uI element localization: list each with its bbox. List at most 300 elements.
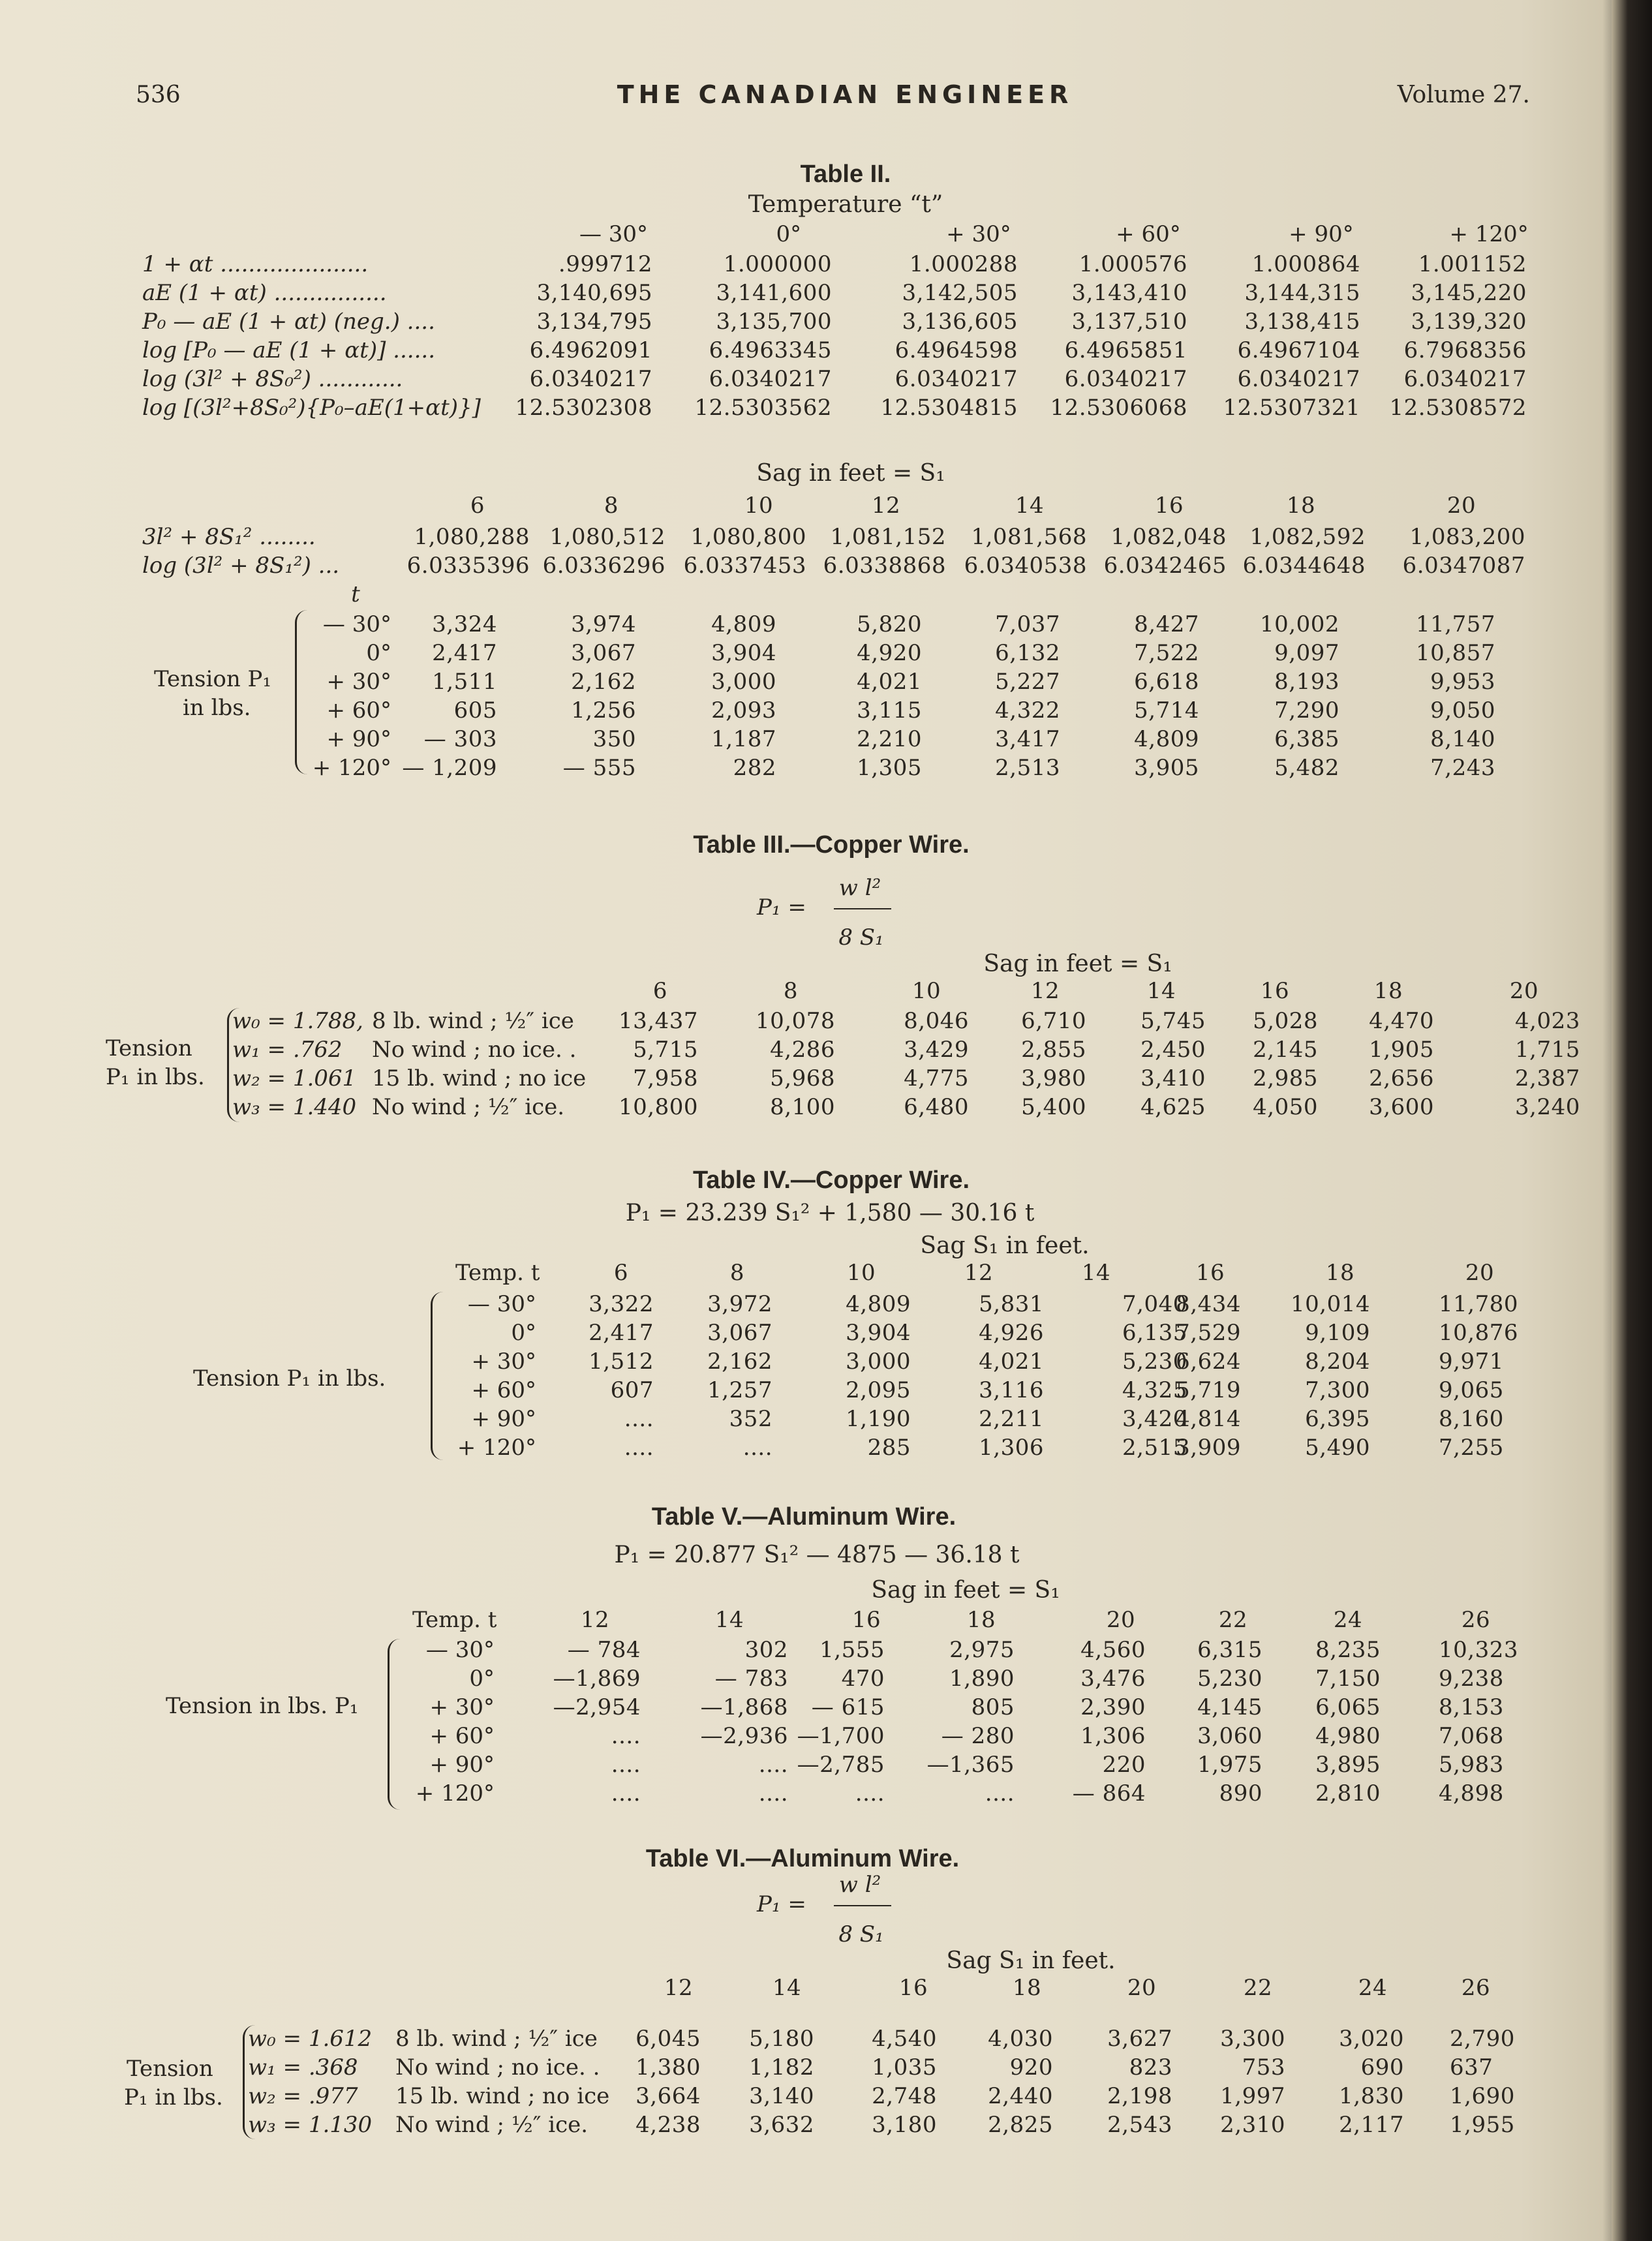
table6-cell: 2,790 <box>1450 2026 1515 2052</box>
table2-tension-cell: — 1,209 <box>402 755 497 781</box>
table2-cell: 1.000864 <box>1251 251 1360 277</box>
table3-cell: 3,980 <box>1021 1065 1086 1091</box>
table3-cell: 5,745 <box>1140 1008 1206 1034</box>
table4-cell: 8,160 <box>1439 1406 1504 1432</box>
table5-cell: 8,235 <box>1315 1637 1381 1663</box>
table2-tension-cell: 2,513 <box>995 755 1060 781</box>
table6-cell: 823 <box>1129 2054 1172 2081</box>
table2-tension-cell: 4,809 <box>1134 726 1199 752</box>
table4-title: Table IV.—Copper Wire. <box>692 1166 970 1194</box>
table2-tension-temp: + 120° <box>312 755 391 781</box>
table3-cell: 7,958 <box>633 1065 698 1091</box>
table2-cell: 3,138,415 <box>1244 309 1360 335</box>
table6-condition: No wind ; no ice. . <box>395 2054 600 2081</box>
table5-cell: 470 <box>841 1666 885 1692</box>
page-gutter-shadow <box>1612 0 1652 2241</box>
table4-cell: 3,972 <box>707 1291 772 1317</box>
table4-sag-header: 20 <box>1465 1260 1495 1286</box>
table3-formula-denominator: 8 S₁ <box>838 924 884 951</box>
table2-tension-cell: 282 <box>733 755 776 781</box>
table2-cell: 12.5304815 <box>880 395 1018 421</box>
table4-cell: 7,040 <box>1122 1291 1187 1317</box>
table6-tension-label-units: P₁ in lbs. <box>124 2084 223 2111</box>
table5-temp: — 30° <box>425 1637 495 1663</box>
table3-cell: 2,855 <box>1021 1037 1086 1063</box>
table4-cell: 1,190 <box>846 1406 911 1432</box>
table2-tension-cell: 7,522 <box>1134 640 1199 666</box>
table2-tension-cell: 7,243 <box>1430 755 1495 781</box>
table5-cell: .... <box>611 1780 641 1807</box>
table4-sag-header: 8 <box>729 1260 745 1286</box>
table4-cell: 11,780 <box>1439 1291 1518 1317</box>
table2-brace <box>295 610 307 774</box>
table3-cell: 3,240 <box>1515 1094 1580 1120</box>
table2-sag-cell: 6.0342465 <box>1103 553 1227 579</box>
table4-cell: 4,809 <box>846 1291 911 1317</box>
table2-temp-header: 0° <box>776 221 802 247</box>
table5-cell: —1,869 <box>553 1666 641 1692</box>
table2-temp-header: + 30° <box>946 221 1011 247</box>
table2-sag-cell: 6.0338868 <box>823 553 946 579</box>
table2-tension-cell: 3,905 <box>1134 755 1199 781</box>
table2-tension-cell: 2,210 <box>857 726 922 752</box>
table6-cell: 6,045 <box>635 2026 701 2052</box>
table2-sag-cell: 6.0335396 <box>406 553 530 579</box>
table2-sag-cell: 6.0347087 <box>1402 553 1525 579</box>
table2-cell: 3,136,605 <box>902 309 1018 335</box>
table4-cell: 5,490 <box>1305 1435 1370 1461</box>
table4-cell: 3,067 <box>707 1320 772 1346</box>
table2-tension-cell: 9,097 <box>1274 640 1339 666</box>
table2-tension-cell: 4,809 <box>711 611 776 637</box>
table6-cell: 1,182 <box>749 2054 814 2081</box>
table5-cell: 805 <box>971 1694 1015 1720</box>
table2-tension-cell: — 303 <box>423 726 497 752</box>
table4-cell: 5,719 <box>1176 1377 1241 1403</box>
table2-tension-temp: + 90° <box>326 726 391 752</box>
table2-tension-cell: 9,953 <box>1430 669 1495 695</box>
table4-cell: 7,300 <box>1305 1377 1370 1403</box>
table4-cell: .... <box>624 1406 654 1432</box>
table6-sag-caption: Sag S₁ in feet. <box>946 1947 1116 1974</box>
table6-cell: 3,140 <box>749 2083 814 2109</box>
table5-temp: + 30° <box>429 1694 495 1720</box>
table3-condition: 15 lb. wind ; no ice <box>372 1065 587 1091</box>
table6-sag-header: 20 <box>1127 1975 1157 2001</box>
table2-tension-cell: 1,305 <box>857 755 922 781</box>
table4-temp: + 120° <box>457 1435 536 1461</box>
table4-cell: 9,971 <box>1439 1349 1504 1375</box>
table6-sag-header: 12 <box>664 1975 694 2001</box>
table2-tension-cell: 6,385 <box>1274 726 1339 752</box>
table5-sag-caption: Sag in feet = S₁ <box>871 1577 1060 1604</box>
table6-cell: 1,690 <box>1450 2083 1515 2109</box>
table2-tension-temp: — 30° <box>322 611 391 637</box>
table2-row-label: P₀ — aE (1 + αt) (neg.) .... <box>142 309 435 335</box>
table2-cell: 3,139,320 <box>1411 309 1527 335</box>
table2-sag-header: 18 <box>1286 493 1316 519</box>
table6-cell: 2,748 <box>872 2083 937 2109</box>
table3-weight: w₀ = 1.788, <box>232 1008 363 1034</box>
table6-weight: w₂ = .977 <box>248 2083 358 2109</box>
table5-cell: —2,936 <box>700 1723 788 1749</box>
table3-sag-header: 12 <box>1030 978 1060 1004</box>
table2-temp-header: + 60° <box>1116 221 1181 247</box>
table5-cell: — 280 <box>941 1723 1015 1749</box>
table2-sag-caption: Sag in feet = S₁ <box>756 460 945 487</box>
table2-tension-cell: 9,050 <box>1430 697 1495 724</box>
table4-cell: 3,904 <box>846 1320 911 1346</box>
table3-tension-label: Tension <box>106 1035 192 1061</box>
table5-temp: + 120° <box>415 1780 495 1807</box>
table2-tension-cell: 8,193 <box>1274 669 1339 695</box>
table5-cell: 3,060 <box>1197 1723 1262 1749</box>
table2-row-label: log [P₀ — aE (1 + αt)] ...... <box>142 337 436 363</box>
table3-cell: 5,400 <box>1021 1094 1086 1120</box>
table2-sag-header: 10 <box>744 493 774 519</box>
table2-cell: 1.000576 <box>1078 251 1187 277</box>
table2-cell: 3,143,410 <box>1071 280 1187 306</box>
table6-sag-header: 16 <box>898 1975 928 2001</box>
table6-cell: 3,020 <box>1339 2026 1404 2052</box>
table3-cell: 4,023 <box>1515 1008 1580 1034</box>
table2-cell: 6.4967104 <box>1237 337 1360 363</box>
table4-cell: 9,109 <box>1305 1320 1370 1346</box>
table4-cell: 4,926 <box>979 1320 1044 1346</box>
table5-cell: 5,983 <box>1439 1752 1504 1778</box>
table5-cell: 1,306 <box>1080 1723 1146 1749</box>
table2-tension-cell: 6,132 <box>995 640 1060 666</box>
table5-cell: 3,476 <box>1080 1666 1146 1692</box>
table4-sag-caption: Sag S₁ in feet. <box>920 1232 1090 1259</box>
table6-weight: w₃ = 1.130 <box>248 2112 373 2138</box>
table2-sag-cell: 1,080,512 <box>549 524 665 550</box>
table2-cell: 6.0340217 <box>1064 366 1187 392</box>
table4-cell: 8,434 <box>1176 1291 1241 1317</box>
table2-tension-cell: 1,187 <box>711 726 776 752</box>
table4-cell: 3,000 <box>846 1349 911 1375</box>
table5-sag-header: 16 <box>851 1607 881 1633</box>
table5-temp-label: Temp. t <box>412 1607 497 1633</box>
table5-cell: —2,785 <box>797 1752 885 1778</box>
table4-cell: 2,095 <box>846 1377 911 1403</box>
table5-temp: + 90° <box>429 1752 495 1778</box>
table5-cell: .... <box>611 1752 641 1778</box>
table5-cell: 6,065 <box>1315 1694 1381 1720</box>
table6-title: Table VI.—Aluminum Wire. <box>645 1845 960 1872</box>
table4-sag-header: 18 <box>1325 1260 1355 1286</box>
table5-cell: 8,153 <box>1439 1694 1504 1720</box>
table2-cell: 6.0340217 <box>529 366 652 392</box>
table3-weight: w₂ = 1.061 <box>232 1065 357 1091</box>
table6-tension-label: Tension <box>127 2056 213 2082</box>
table4-cell: 1,512 <box>589 1349 654 1375</box>
table4-cell: 2,417 <box>589 1320 654 1346</box>
table2-t-label: t <box>351 581 360 607</box>
table4-cell: 3,322 <box>589 1291 654 1317</box>
table6-sag-header: 14 <box>772 1975 802 2001</box>
table4-sag-header: 6 <box>613 1260 629 1286</box>
table5-cell: 1,890 <box>949 1666 1015 1692</box>
table4-cell: 6,135 <box>1122 1320 1187 1346</box>
table5-cell: —2,954 <box>553 1694 641 1720</box>
table2-sag-cell: 6.0337453 <box>683 553 806 579</box>
table2-tension-cell: 6,618 <box>1134 669 1199 695</box>
table5-cell: 6,315 <box>1197 1637 1262 1663</box>
table4-temp: + 30° <box>471 1349 536 1375</box>
table2-cell: 3,135,700 <box>716 309 832 335</box>
table2-cell: 12.5306068 <box>1050 395 1187 421</box>
table5-sag-header: 12 <box>580 1607 610 1633</box>
table5-brace <box>388 1639 400 1810</box>
table4-cell: 9,065 <box>1439 1377 1504 1403</box>
table6-formula-denominator: 8 S₁ <box>838 1921 884 1947</box>
table2-cell: 3,134,795 <box>536 309 652 335</box>
table4-temp: 0° <box>511 1320 536 1346</box>
table2-sag-header: 8 <box>604 493 619 519</box>
table4-cell: 352 <box>729 1406 772 1432</box>
page-number: 536 <box>136 82 181 108</box>
table3-cell: 4,775 <box>904 1065 969 1091</box>
table2-cell: 12.5308572 <box>1389 395 1527 421</box>
table6-weight: w₀ = 1.612 <box>248 2026 373 2052</box>
table3-cell: 3,410 <box>1140 1065 1206 1091</box>
table4-cell: .... <box>742 1435 772 1461</box>
table6-sag-header: 18 <box>1012 1975 1042 2001</box>
table6-sag-header: 24 <box>1358 1975 1388 2001</box>
table3-cell: 3,429 <box>904 1037 969 1063</box>
table4-formula: P₁ = 23.239 S₁² + 1,580 — 30.16 t <box>625 1200 1035 1227</box>
table2-sag-cell: 6.0344648 <box>1242 553 1366 579</box>
table4-cell: .... <box>624 1435 654 1461</box>
table3-cell: 1,715 <box>1515 1037 1580 1063</box>
table3-tension-label-units: P₁ in lbs. <box>106 1064 205 1090</box>
table3-sag-header: 6 <box>652 978 668 1004</box>
table2-tension-cell: 2,417 <box>432 640 497 666</box>
table3-formula-numerator: w l² <box>838 875 881 901</box>
table2-tension-cell: 5,227 <box>995 669 1060 695</box>
table5-title: Table V.—Aluminum Wire. <box>651 1503 956 1531</box>
table2-temp-header: + 120° <box>1449 221 1529 247</box>
table4-cell: 5,831 <box>979 1291 1044 1317</box>
table3-cell: 6,710 <box>1021 1008 1086 1034</box>
table5-cell: 220 <box>1102 1752 1146 1778</box>
table4-cell: 1,306 <box>979 1435 1044 1461</box>
table5-tension-label: Tension in lbs. P₁ <box>166 1693 359 1719</box>
table2-cell: 3,137,510 <box>1071 309 1187 335</box>
table3-sag-header: 10 <box>911 978 941 1004</box>
table2-subtitle: Temperature “t” <box>748 191 943 218</box>
table4-tension-label: Tension P₁ in lbs. <box>193 1365 386 1392</box>
table3-cell: 13,437 <box>619 1008 698 1034</box>
table2-title: Table II. <box>800 160 891 188</box>
table2-tension-label-units: in lbs. <box>183 695 251 721</box>
table5-cell: 2,975 <box>949 1637 1015 1663</box>
table2-cell: 6.0340217 <box>895 366 1018 392</box>
table6-cell: 4,238 <box>635 2112 701 2138</box>
table3-cell: 1,905 <box>1369 1037 1434 1063</box>
table6-cell: 2,117 <box>1339 2112 1404 2138</box>
table5-cell: —1,365 <box>926 1752 1015 1778</box>
table2-tension-cell: 1,511 <box>432 669 497 695</box>
table4-cell: 2,162 <box>707 1349 772 1375</box>
table2-tension-cell: 2,162 <box>571 669 636 695</box>
table2-cell: .999712 <box>558 251 652 277</box>
table4-cell: 3,420 <box>1122 1406 1187 1432</box>
table3-condition: No wind ; no ice. . <box>372 1037 577 1063</box>
table5-cell: —1,700 <box>797 1723 885 1749</box>
table5-sag-header: 26 <box>1461 1607 1491 1633</box>
table5-cell: .... <box>611 1723 641 1749</box>
table3-cell: 2,387 <box>1515 1065 1580 1091</box>
table2-sag-header: 12 <box>871 493 901 519</box>
table4-temp: + 60° <box>471 1377 536 1403</box>
table4-cell: 7,529 <box>1176 1320 1241 1346</box>
table2-row-label: log (3l² + 8S₀²) ............ <box>142 366 403 392</box>
table5-cell: — 784 <box>567 1637 641 1663</box>
table6-cell: 1,997 <box>1220 2083 1285 2109</box>
table2-cell: 6.0340217 <box>1403 366 1527 392</box>
table5-sag-header: 22 <box>1218 1607 1248 1633</box>
table6-cell: 4,540 <box>872 2026 937 2052</box>
table5-cell: 1,555 <box>819 1637 885 1663</box>
table2-tension-cell: 4,920 <box>857 640 922 666</box>
table5-sag-header: 14 <box>714 1607 744 1633</box>
table4-sag-header: 12 <box>964 1260 994 1286</box>
table3-cell: 4,286 <box>770 1037 835 1063</box>
table2-sag-cell: 6.0340538 <box>964 553 1087 579</box>
table2-sag-row-label: log (3l² + 8S₁²) ... <box>142 553 340 579</box>
table5-sag-header: 18 <box>966 1607 996 1633</box>
table4-cell: 5,230 <box>1122 1349 1187 1375</box>
table5-cell: 4,898 <box>1439 1780 1504 1807</box>
table5-cell: — 864 <box>1072 1780 1146 1807</box>
table4-cell: 4,814 <box>1176 1406 1241 1432</box>
table2-cell: 6.0340217 <box>1237 366 1360 392</box>
table2-sag-cell: 6.0336296 <box>542 553 665 579</box>
table6-cell: 1,380 <box>635 2054 701 2081</box>
table4-cell: 8,204 <box>1305 1349 1370 1375</box>
table6-cell: 3,300 <box>1220 2026 1285 2052</box>
table3-cell: 4,625 <box>1140 1094 1206 1120</box>
table5-cell: — 783 <box>714 1666 788 1692</box>
table5-cell: 4,980 <box>1315 1723 1381 1749</box>
table6-cell: 690 <box>1360 2054 1404 2081</box>
table4-cell: 4,325 <box>1122 1377 1187 1403</box>
table5-cell: —1,868 <box>700 1694 788 1720</box>
table3-cell: 3,600 <box>1369 1094 1434 1120</box>
table2-tension-cell: 350 <box>592 726 636 752</box>
table3-cell: 5,715 <box>633 1037 698 1063</box>
table6-cell: 5,180 <box>749 2026 814 2052</box>
table2-tension-cell: 7,037 <box>995 611 1060 637</box>
table2-tension-cell: 3,417 <box>995 726 1060 752</box>
table3-cell: 5,028 <box>1253 1008 1318 1034</box>
table4-cell: 4,021 <box>979 1349 1044 1375</box>
table6-cell: 2,825 <box>988 2112 1053 2138</box>
table2-row-label: 1 + αt ..................... <box>142 251 369 277</box>
table3-condition: 8 lb. wind ; ½″ ice <box>372 1008 574 1034</box>
table2-tension-temp: + 60° <box>326 697 391 724</box>
table2-cell: 3,140,695 <box>536 280 652 306</box>
table3-weight: w₃ = 1.440 <box>232 1094 357 1120</box>
table3-condition: No wind ; ½″ ice. <box>372 1094 565 1120</box>
table3-cell: 10,800 <box>619 1094 698 1120</box>
table5-cell: 2,390 <box>1080 1694 1146 1720</box>
table2-temp-header: + 90° <box>1289 221 1354 247</box>
table2-cell: 12.5303562 <box>694 395 832 421</box>
table2-cell: 6.4963345 <box>709 337 832 363</box>
table5-temp: 0° <box>469 1666 495 1692</box>
table6-cell: 3,627 <box>1107 2026 1172 2052</box>
table2-cell: 1.000288 <box>909 251 1018 277</box>
table5-cell: 9,238 <box>1439 1666 1504 1692</box>
table4-sag-header: 16 <box>1195 1260 1225 1286</box>
table4-cell: 10,876 <box>1439 1320 1518 1346</box>
table2-tension-cell: 10,002 <box>1260 611 1339 637</box>
table4-cell: 6,395 <box>1305 1406 1370 1432</box>
table2-tension-temp: + 30° <box>326 669 391 695</box>
table6-cell: 3,180 <box>872 2112 937 2138</box>
table3-title: Table III.—Copper Wire. <box>693 831 970 859</box>
table3-cell: 8,100 <box>770 1094 835 1120</box>
table4-temp: — 30° <box>467 1291 536 1317</box>
table6-cell: 3,632 <box>749 2112 814 2138</box>
table5-cell: 3,895 <box>1315 1752 1381 1778</box>
table6-formula-numerator: w l² <box>838 1872 881 1898</box>
table6-cell: 2,310 <box>1220 2112 1285 2138</box>
table6-cell: 2,543 <box>1107 2112 1172 2138</box>
table3-cell: 2,450 <box>1140 1037 1206 1063</box>
table2-cell: 6.7968356 <box>1403 337 1527 363</box>
table5-cell: 7,150 <box>1315 1666 1381 1692</box>
table5-cell: .... <box>855 1780 885 1807</box>
table4-sag-header: 10 <box>846 1260 876 1286</box>
table5-formula: P₁ = 20.877 S₁² — 4875 — 36.18 t <box>614 1542 1020 1568</box>
table6-cell: 4,030 <box>988 2026 1053 2052</box>
table5-cell: .... <box>985 1780 1015 1807</box>
table2-cell: 1.001152 <box>1418 251 1527 277</box>
table2-tension-cell: — 555 <box>562 755 636 781</box>
table3-sag-header: 20 <box>1509 978 1539 1004</box>
table2-tension-cell: 3,000 <box>711 669 776 695</box>
table4-cell: 6,624 <box>1176 1349 1241 1375</box>
table3-cell: 4,050 <box>1253 1094 1318 1120</box>
table2-cell: 6.4964598 <box>895 337 1018 363</box>
table6-cell: 637 <box>1450 2054 1493 2081</box>
table6-cell: 2,440 <box>988 2083 1053 2109</box>
table4-cell: 7,255 <box>1439 1435 1504 1461</box>
table2-cell: 6.4962091 <box>529 337 652 363</box>
table4-cell: 2,211 <box>979 1406 1044 1432</box>
table2-sag-cell: 1,081,568 <box>971 524 1087 550</box>
table2-temp-header: — 30° <box>579 221 649 247</box>
table2-cell: 6.0340217 <box>709 366 832 392</box>
table2-tension-label: Tension P₁ <box>154 666 272 692</box>
table2-sag-header: 14 <box>1015 493 1045 519</box>
table3-cell: 5,968 <box>770 1065 835 1091</box>
table4-cell: 3,116 <box>979 1377 1044 1403</box>
table2-cell: 1.000000 <box>723 251 832 277</box>
table2-tension-cell: 8,427 <box>1134 611 1199 637</box>
table6-condition: 15 lb. wind ; no ice <box>395 2083 610 2109</box>
table6-condition: No wind ; ½″ ice. <box>395 2112 589 2138</box>
table3-cell: 4,470 <box>1369 1008 1434 1034</box>
table2-tension-cell: 4,021 <box>857 669 922 695</box>
table5-cell: 890 <box>1219 1780 1262 1807</box>
table2-row-label: aE (1 + αt) ................ <box>142 280 387 306</box>
table2-sag-cell: 1,080,800 <box>690 524 806 550</box>
